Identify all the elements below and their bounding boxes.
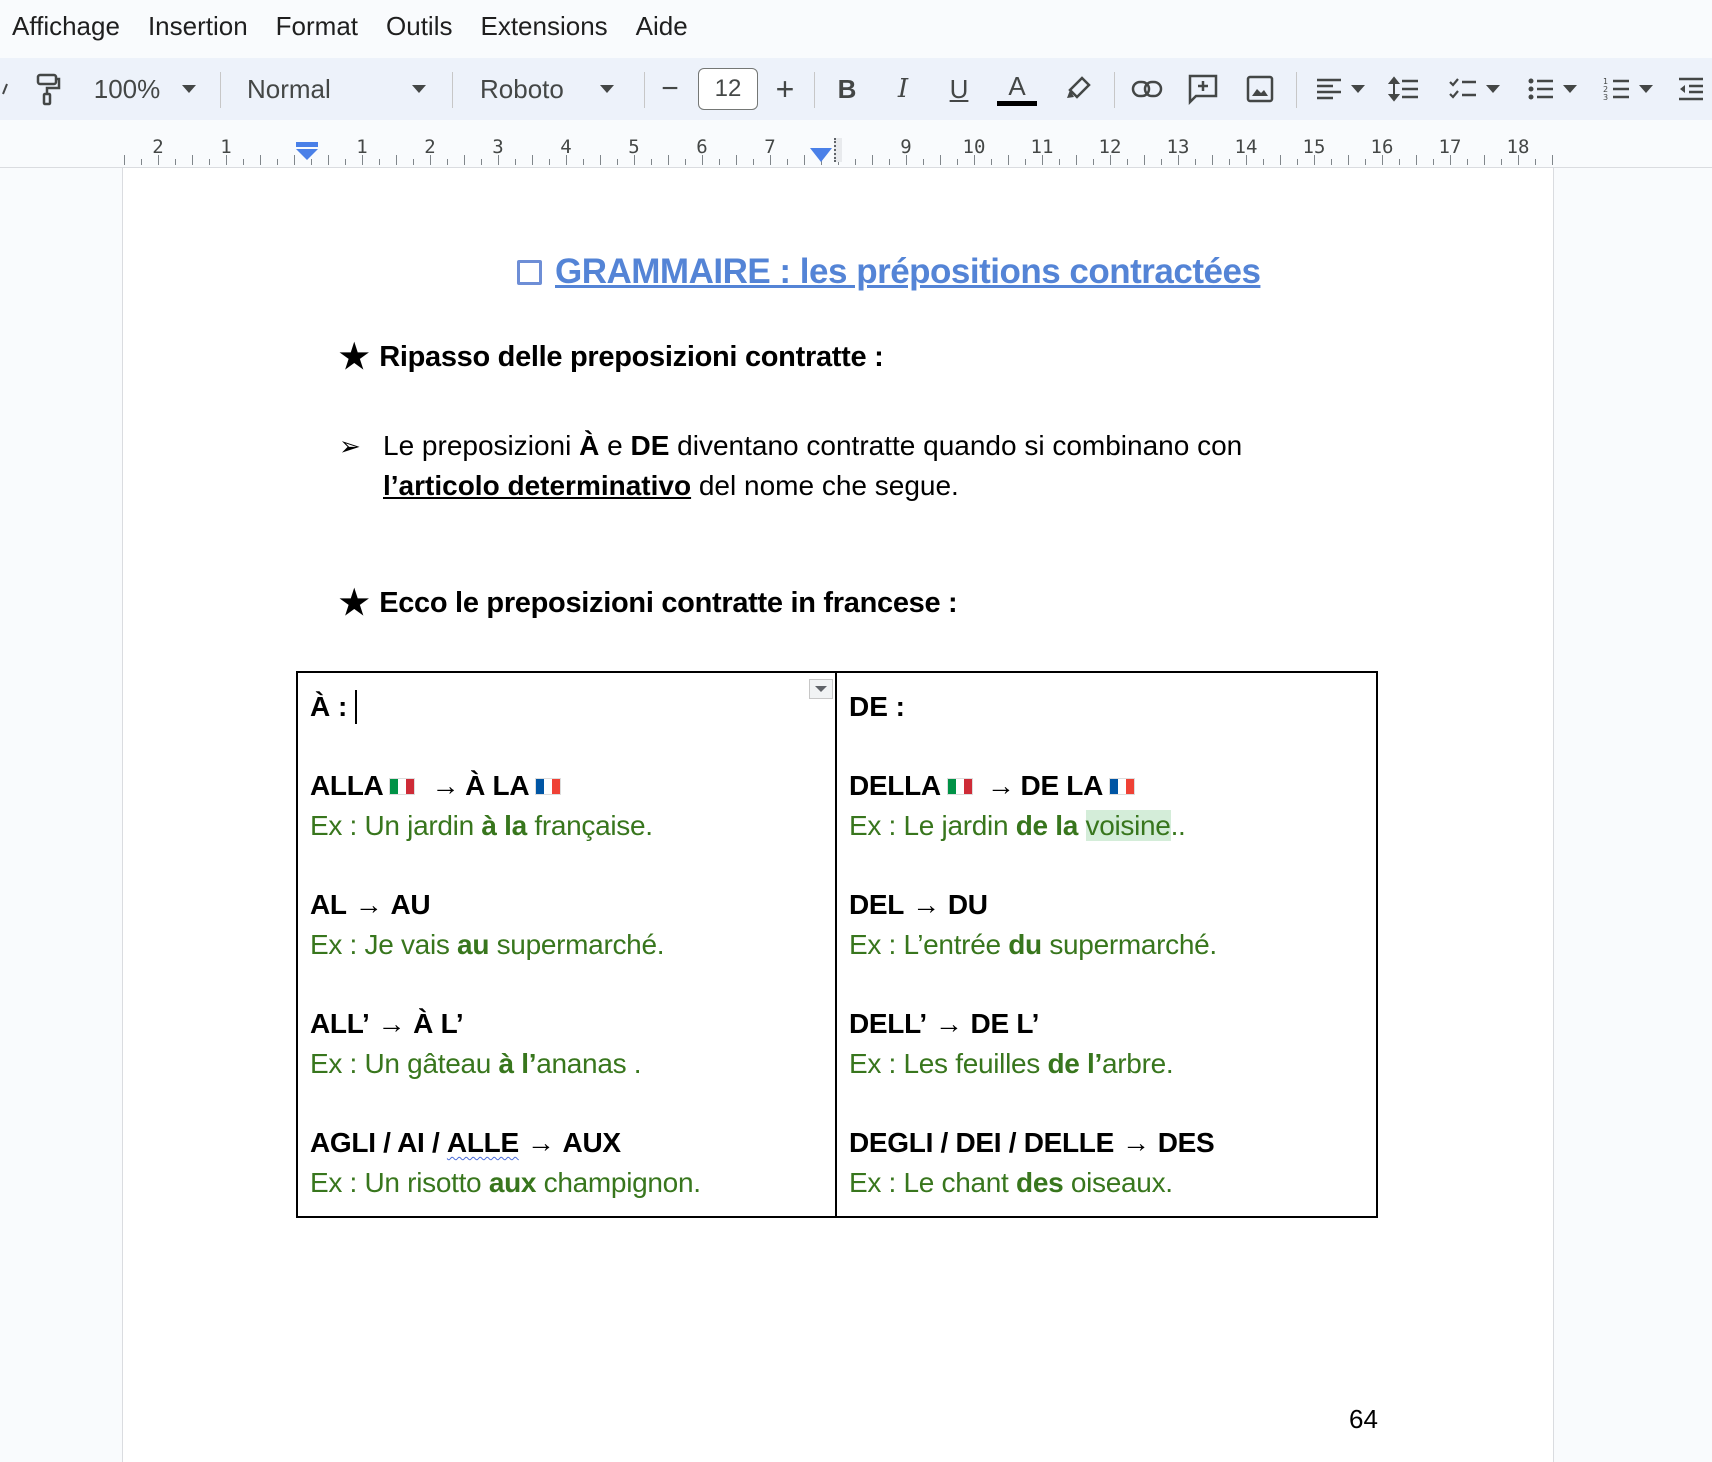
ruler-tick — [1076, 155, 1077, 165]
toolbar-divider — [644, 72, 645, 108]
ruler-tick — [1416, 155, 1417, 165]
chevron-left-icon[interactable] — [0, 58, 10, 120]
ruler-label: 1 — [356, 136, 368, 158]
numbered-list-select[interactable] — [1598, 58, 1658, 120]
table-cell-a[interactable] — [298, 673, 837, 1216]
text-span: Ex : Un risotto — [310, 1167, 489, 1198]
menu-extensions[interactable]: Extensions — [480, 10, 608, 41]
ruler-label: 11 — [1030, 136, 1054, 158]
ruler-tick — [889, 159, 890, 165]
example-line — [849, 806, 1364, 846]
chevron-down-icon — [1351, 85, 1365, 93]
text-color-button[interactable] — [996, 58, 1038, 120]
chevron-down-icon — [815, 686, 827, 692]
ruler-tick — [1161, 159, 1162, 165]
ruler-tick — [243, 159, 244, 165]
ruler-tick — [260, 155, 261, 165]
rule-block — [849, 885, 1364, 965]
italy-flag-icon — [947, 778, 973, 795]
ruler — [0, 128, 1712, 168]
rule-arrow: → — [431, 770, 460, 801]
rule-line — [849, 1004, 1364, 1044]
text-span: .. — [1170, 810, 1186, 841]
ruler-tick — [481, 159, 482, 165]
ruler-tick — [277, 159, 278, 165]
underlined-term: l’articolo determinativo — [383, 470, 692, 501]
checkbox-icon[interactable] — [517, 260, 542, 285]
zoom-value: 100% — [93, 73, 161, 104]
ruler-tick — [209, 159, 210, 165]
rule-block — [310, 1123, 823, 1203]
ruler-tick — [1552, 155, 1553, 165]
ruler-tick — [855, 159, 856, 165]
ruler-tick — [464, 155, 465, 165]
add-comment-icon[interactable] — [1184, 58, 1222, 120]
text-cursor — [355, 690, 357, 724]
chevron-down-icon — [1563, 85, 1577, 93]
ruler-tick — [1059, 159, 1060, 165]
ruler-label: 2 — [152, 136, 164, 158]
chevron-down-icon — [1639, 85, 1653, 93]
ruler-tick — [1127, 159, 1128, 165]
example-line — [310, 1163, 823, 1203]
example-bold: à l’ — [498, 1048, 537, 1079]
toolbar-divider — [814, 72, 815, 108]
ruler-tick — [532, 155, 533, 165]
rule-arrow: → — [934, 1008, 963, 1039]
ruler-label: 15 — [1302, 136, 1326, 158]
paragraph-explanation — [339, 426, 1319, 506]
text-span: Ex : Les feuilles — [849, 1048, 1048, 1079]
paragraph-line — [339, 426, 1319, 466]
ruler-tick — [719, 159, 720, 165]
example-bold: des — [1016, 1167, 1064, 1198]
ruler-label: 5 — [628, 136, 640, 158]
font-select[interactable] — [472, 58, 622, 120]
spellcheck-word[interactable]: ALLE — [446, 1127, 519, 1158]
decrease-font-size-button[interactable]: − — [661, 72, 679, 105]
chevron-down-icon — [412, 85, 426, 93]
toolbar-divider — [1296, 72, 1297, 108]
text-span: supermarché. — [1041, 929, 1217, 960]
text-span: Ex : L’entrée — [849, 929, 1009, 960]
page-number: 64 — [1349, 1404, 1378, 1434]
title-link[interactable]: GRAMMAIRE : les prépositions contractées — [555, 252, 1261, 291]
rule-from: ALL’ — [310, 1008, 370, 1039]
rule-arrow: → — [912, 889, 940, 920]
menu-bar — [0, 0, 1712, 52]
rule-to: DE LA — [1020, 770, 1104, 801]
text-span: oiseaux. — [1063, 1167, 1173, 1198]
prepositions-table[interactable] — [296, 671, 1378, 1218]
ruler-tick — [787, 159, 788, 165]
text-span: Ex : Le jardin — [849, 810, 1016, 841]
ruler-tick — [1263, 159, 1264, 165]
rule-arrow: → — [526, 1127, 555, 1158]
rule-block — [310, 885, 823, 965]
ruler-tick — [1025, 159, 1026, 165]
rule-from: DEL — [849, 889, 905, 920]
rule-block — [310, 766, 823, 846]
right-indent-marker[interactable] — [810, 148, 832, 167]
chevron-down-icon — [600, 85, 614, 93]
font-value: Roboto — [480, 73, 564, 104]
rule-to: AUX — [562, 1127, 621, 1158]
ruler-label: 3 — [492, 136, 504, 158]
text-color-swatch — [997, 101, 1037, 106]
example-bold: de la — [1015, 810, 1079, 841]
ruler-tick — [1093, 159, 1094, 165]
rule-block — [849, 766, 1364, 846]
ruler-tick — [379, 159, 380, 165]
ruler-tick — [1467, 159, 1468, 165]
ruler-tick — [872, 155, 873, 165]
ruler-tick — [600, 155, 601, 165]
svg-text:1: 1 — [1603, 77, 1609, 86]
menu-affichage[interactable]: Affichage — [12, 10, 120, 41]
example-bold: aux — [488, 1167, 537, 1198]
paragraph-line — [339, 466, 1319, 506]
menu-format[interactable]: Format — [275, 10, 359, 41]
menu-insertion[interactable]: Insertion — [147, 10, 248, 41]
ruler-tick — [1195, 159, 1196, 165]
checklist-icon — [1448, 77, 1478, 101]
rule-arrow: → — [354, 889, 383, 920]
example-line — [849, 925, 1364, 965]
ruler-tick — [413, 159, 414, 165]
rule-line — [310, 766, 823, 806]
svg-text:2: 2 — [1603, 85, 1609, 94]
text-span: e — [599, 430, 631, 461]
ruler-tick — [685, 159, 686, 165]
ruler-tick — [617, 159, 618, 165]
menu-outils[interactable]: Outils — [386, 10, 453, 41]
ruler-label: 16 — [1370, 136, 1394, 158]
ruler-tick — [1144, 155, 1145, 165]
ruler-tick — [651, 159, 652, 165]
italic-button[interactable]: I — [897, 74, 909, 104]
bold-button[interactable]: B — [837, 73, 857, 104]
ruler-label: 2 — [424, 136, 436, 158]
highlighter-icon[interactable] — [1060, 58, 1096, 120]
ruler-tick — [1212, 155, 1213, 165]
cell-menu-button[interactable] — [809, 679, 833, 699]
rule-from: AL — [310, 889, 347, 920]
rule-block — [310, 1004, 823, 1084]
rule-block — [849, 1123, 1364, 1203]
text-span: champignon. — [536, 1167, 701, 1198]
ruler-label: 12 — [1098, 136, 1122, 158]
align-select[interactable] — [1310, 58, 1370, 120]
chevron-down-icon — [182, 85, 196, 93]
rule-from: DELL’ — [849, 1008, 927, 1039]
text-span: Ex : Le chant — [849, 1167, 1017, 1198]
text-span: supermarché. — [489, 929, 665, 960]
text-span: Ex : Un jardin — [310, 810, 482, 841]
ruler-tick — [1484, 155, 1485, 165]
bold-a: À — [579, 430, 600, 461]
underline-button[interactable]: U — [949, 73, 969, 104]
cell-head-text: À : — [310, 691, 348, 722]
rule-to: À LA — [465, 770, 530, 801]
rule-line — [849, 1123, 1364, 1163]
example-bold: à la — [481, 810, 527, 841]
ruler-tick — [396, 155, 397, 165]
ruler-tick — [1399, 159, 1400, 165]
ruler-tick — [192, 155, 193, 165]
cell-head — [849, 687, 1364, 727]
rule-to: DU — [947, 889, 988, 920]
ruler-tick — [668, 155, 669, 165]
ruler-tick — [141, 159, 142, 165]
heading-text: Ripasso delle preposizioni contratte : — [379, 340, 884, 373]
ruler-tick — [583, 159, 584, 165]
text-color-label: A — [1008, 70, 1026, 101]
menu-aide[interactable]: Aide — [635, 10, 688, 41]
example-line — [849, 1044, 1364, 1084]
rule-arrow: → — [377, 1008, 406, 1039]
example-line — [310, 925, 823, 965]
table-cell-de[interactable] — [837, 673, 1376, 1216]
example-bold: du — [1008, 929, 1042, 960]
rule-line — [849, 766, 1364, 806]
ruler-label: 18 — [1506, 136, 1530, 158]
ruler-label: 14 — [1234, 136, 1258, 158]
ruler-tick — [1365, 159, 1366, 165]
example-bold: de l’ — [1047, 1048, 1102, 1079]
chevron-down-icon — [1486, 85, 1500, 93]
heading-text: Ecco le preposizioni contratte in francese : — [379, 586, 958, 619]
text-span: Ex : Je vais — [310, 929, 458, 960]
ruler-label: 17 — [1438, 136, 1462, 158]
insert-image-icon[interactable] — [1242, 58, 1278, 120]
left-indent-marker[interactable] — [296, 142, 318, 165]
text-span: del nome che segue. — [691, 470, 959, 501]
rule-from: AGLI / AI / — [310, 1127, 447, 1158]
text-span: française. — [526, 810, 653, 841]
checklist-select[interactable] — [1444, 58, 1504, 120]
ruler-tick — [124, 155, 125, 165]
example-line — [849, 1163, 1364, 1203]
rule-to: AU — [390, 889, 431, 920]
ruler-tick — [345, 159, 346, 165]
heading-ecco — [339, 586, 957, 620]
bullet-list-select[interactable] — [1522, 58, 1582, 120]
rule-arrow: → — [986, 770, 1015, 801]
ruler-tick — [923, 159, 924, 165]
ruler-tick — [447, 159, 448, 165]
numbered-list-icon — [1603, 76, 1631, 102]
align-left-icon — [1315, 77, 1343, 101]
ruler-tick — [1331, 159, 1332, 165]
cell-head-text: DE : — [849, 691, 905, 722]
ruler-label: 10 — [962, 136, 986, 158]
rule-line — [310, 1123, 823, 1163]
ruler-label: 7 — [764, 136, 776, 158]
rule-to: DES — [1157, 1127, 1215, 1158]
rule-line — [310, 885, 823, 925]
rule-arrow: → — [1122, 1127, 1150, 1158]
example-bold: au — [457, 929, 490, 960]
ruler-tick — [753, 159, 754, 165]
toolbar-divider — [452, 72, 453, 108]
column-marker[interactable] — [834, 138, 842, 162]
france-flag-icon — [535, 778, 561, 795]
rule-to: DE L’ — [970, 1008, 1040, 1039]
ruler-tick — [1229, 159, 1230, 165]
ruler-label: 1 — [220, 136, 232, 158]
zoom-select[interactable] — [90, 58, 200, 120]
rule-block — [849, 1004, 1364, 1084]
ruler-label: 9 — [900, 136, 912, 158]
heading-ripasso — [339, 340, 883, 374]
italy-flag-icon — [389, 778, 415, 795]
link-icon[interactable] — [1128, 58, 1166, 120]
ruler-label: 6 — [696, 136, 708, 158]
ruler-tick — [294, 155, 295, 165]
ruler-tick — [804, 155, 805, 165]
toolbar-divider — [1114, 72, 1115, 108]
svg-text:3: 3 — [1603, 93, 1609, 102]
text-span: ananas . — [536, 1048, 642, 1079]
font-size-field[interactable] — [698, 58, 758, 120]
style-select[interactable] — [240, 58, 430, 120]
highlighted-word[interactable]: voisine — [1085, 810, 1171, 841]
toolbar-divider — [220, 72, 221, 108]
arrow-bullet-icon: ➢ — [339, 431, 361, 461]
paint-format-icon[interactable] — [30, 58, 66, 120]
style-value: Normal — [247, 73, 331, 104]
font-size-value: 12 — [698, 68, 758, 110]
bullet-list-icon — [1527, 77, 1555, 101]
ruler-tick — [991, 159, 992, 165]
example-line — [310, 806, 823, 846]
cell-head — [310, 687, 823, 727]
text-span: Le preposizioni — [383, 430, 580, 461]
line-spacing-icon[interactable] — [1384, 58, 1424, 120]
ruler-tick — [328, 155, 329, 165]
rule-from: DEGLI / DEI / DELLE — [849, 1127, 1114, 1158]
document-page[interactable] — [122, 168, 1554, 1462]
star-bullet-icon: ★ — [339, 338, 370, 376]
ruler-tick — [1008, 155, 1009, 165]
star-bullet-icon: ★ — [339, 584, 370, 622]
decrease-indent-icon[interactable] — [1674, 58, 1708, 120]
rule-from: ALLA — [310, 770, 384, 801]
ruler-label: 4 — [560, 136, 572, 158]
ruler-tick — [549, 159, 550, 165]
text-span: diventano contratte quando si combinano con — [669, 430, 1243, 461]
ruler-tick — [957, 159, 958, 165]
ruler-tick — [1297, 159, 1298, 165]
ruler-tick — [175, 159, 176, 165]
ruler-tick — [736, 155, 737, 165]
rule-from: DELLA — [849, 770, 941, 801]
ruler-tick — [515, 159, 516, 165]
rule-line — [849, 885, 1364, 925]
ruler-tick — [1280, 155, 1281, 165]
bold-de: DE — [630, 430, 670, 461]
document-title — [517, 252, 1260, 292]
rule-to: À L’ — [413, 1008, 464, 1039]
ruler-tick — [940, 155, 941, 165]
example-line — [310, 1044, 823, 1084]
france-flag-icon — [1109, 778, 1135, 795]
text-span: arbre. — [1102, 1048, 1174, 1079]
rule-line — [310, 1004, 823, 1044]
text-span: Ex : Un gâteau — [310, 1048, 499, 1079]
ruler-tick — [1433, 159, 1434, 165]
ruler-tick — [1348, 155, 1349, 165]
increase-font-size-button[interactable]: + — [775, 70, 795, 107]
ruler-tick — [1501, 159, 1502, 165]
ruler-tick — [1535, 159, 1536, 165]
ruler-label: 13 — [1166, 136, 1190, 158]
toolbar — [0, 58, 1712, 120]
